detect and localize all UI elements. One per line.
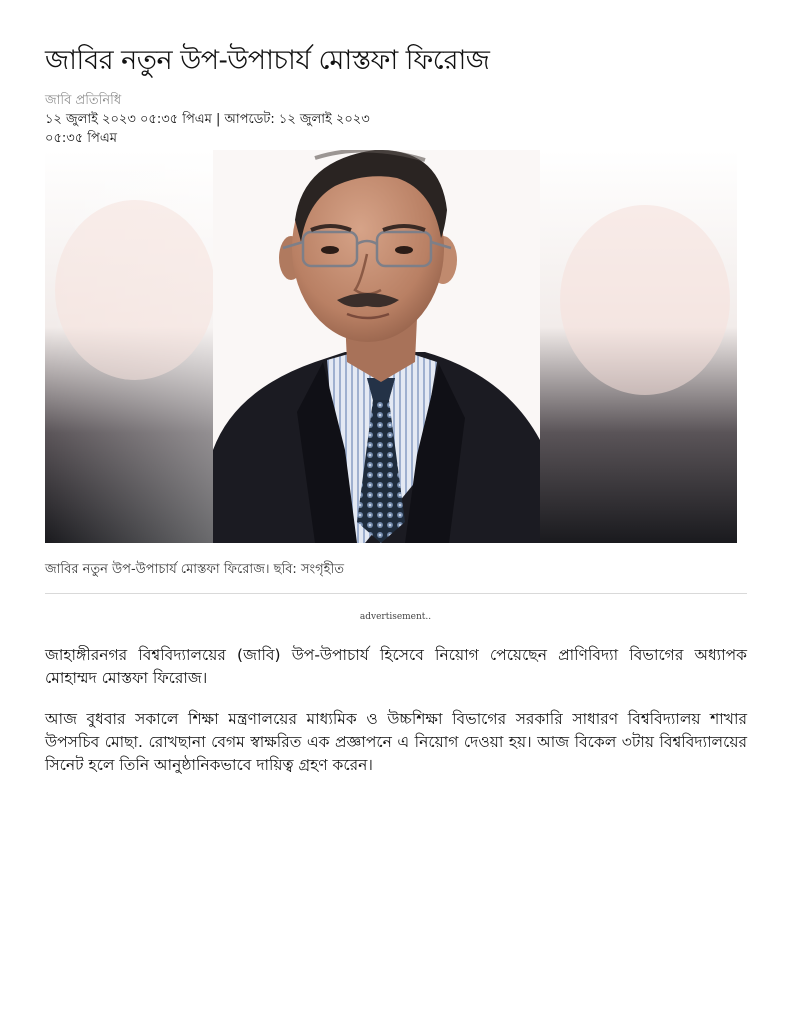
article-photo xyxy=(45,150,737,543)
image-caption: জাবির নতুন উপ-উপাচার্য মোস্তফা ফিরোজ। ছবি: সংগৃহীত xyxy=(45,562,344,577)
author-link[interactable]: জাবি প্রতিনিধি xyxy=(45,93,122,108)
publish-meta: ১২ জুলাই ২০২৩ ০৫:৩৫ পিএম | আপডেট: ১২ জুলাই ২০২৩ ০৫:৩৫ পিএম xyxy=(45,112,370,146)
advertisement-label: advertisement.. xyxy=(359,612,432,622)
divider xyxy=(45,593,747,594)
article-paragraph: আজ বুধবার সকালে শিক্ষা মন্ত্রণালয়ের মাধ্যমিক ও উচ্চশিক্ষা বিভাগের সরকারি সাধারণ বিশ্ববিদ্যালয় শাখার উপসচিব মোছা. রোখছানা বেগম স্বাক্ষরিত এক প্রজ্ঞাপনে এ নিয়োগ দেওয়া হয়। আজ বিকেল ৩টায় বিশ্ববিদ্যালয়ের সিনেট হলে তিনি আনুষ্ঠানিকভাবে দায়িত্ব গ্রহণ করেন। xyxy=(45,710,747,774)
article-headline: জাবির নতুন উপ-উপাচার্য মোস্তফা ফিরোজ xyxy=(45,45,490,76)
article-paragraph: জাহাঙ্গীরনগর বিশ্ববিদ্যালয়ের (জাবি) উপ-উপাচার্য হিসেবে নিয়োগ পেয়েছেন প্রাণিবিদ্যা বিভাগের অধ্যাপক মোহাম্মদ মোস্তফা ফিরোজ। xyxy=(45,646,747,687)
